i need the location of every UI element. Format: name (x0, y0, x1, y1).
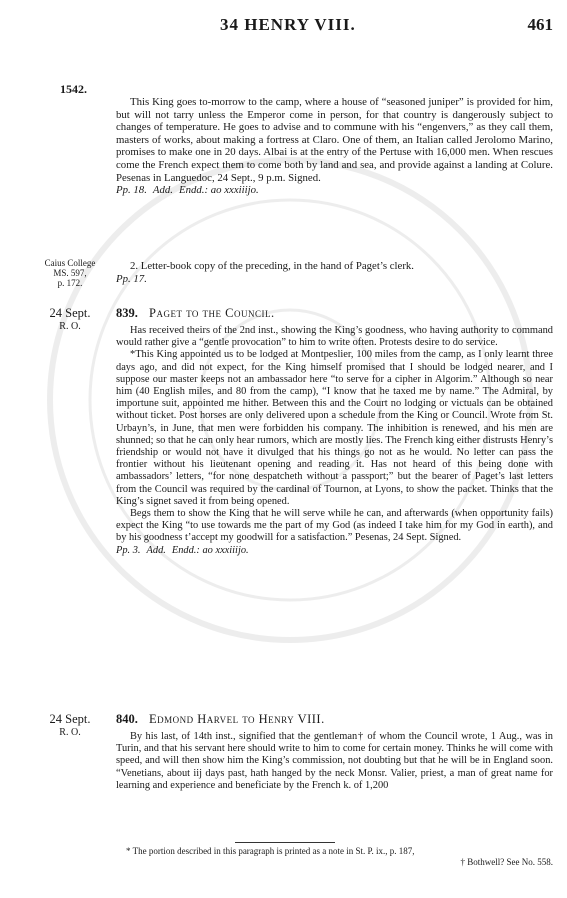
entry-839-p3: Begs them to show the King that he will serve while he can, and afterwards (when opportunity fails) expect the King “to use towards me the part of my God (as indeed I take him for my God in earth), and by his goodness t’accept my goodwill for a satisfaction.” Pesenas, 24 Sept. Signed. (116, 508, 553, 544)
running-title: 34 HENRY VIII. (220, 15, 356, 34)
continuation-endorsement: Pp. 18. Add. Endd.: ao xxxiiijo. (116, 184, 259, 197)
entry-number: 839. (116, 306, 138, 320)
entry-839-p1: Has received theirs of the 2nd inst., showing the King’s goodness, who having authority to command would rather give a “gentle provocation” to him to write often. Protests desire to do service. (116, 325, 553, 349)
footnote-rule (235, 842, 335, 843)
page-number: 461 (527, 15, 553, 34)
running-header (60, 14, 553, 36)
footnote-star: * The portion described in this paragraph is printed as a note in St. P. ix., p. 187, (126, 846, 415, 856)
caius-endorsement: Pp. 17. (116, 272, 147, 285)
entry-title: Edmond Harvel to Henry VIII. (149, 712, 325, 726)
entry-840-date: 24 Sept. R. O. (49, 712, 91, 738)
entry-839-heading (116, 306, 553, 321)
entry-840-body (116, 731, 553, 792)
block-continuation (116, 96, 553, 197)
entry-839-endorsement: Pp. 3. Add. Endd.: ao xxxiiijo. (116, 544, 249, 556)
caius-source-note: Caius College MS. 597, p. 172. (44, 258, 96, 288)
continuation-paragraph: This King goes to-morrow to the camp, where a house of “seasoned juniper” is provided for him, but will not tarry unless the Emperor come in person, for that country is dangerously subject to changes of temperature. He goes to advise and to commune with his “engenvers,” as they call them, masters of works, about making a fortress at Claro. One of them, an Italian called Jerolomo Marino, promises to make one in 20 days. Albai is at the entry of the Pertuse with 16,000 men. When rescues come the French expect them to come both by land and sea, and provide against a landing at Colure. Pesenas in Languedoc, 24 Sept., 9 p.m. Signed. (116, 96, 553, 184)
entry-title: Paget to the Council. (149, 306, 275, 320)
footnote-dagger: † Bothwell? See No. 558. (460, 857, 553, 867)
entry-840-heading (116, 712, 553, 727)
entry-839-body (116, 325, 553, 557)
footnotes (116, 846, 553, 868)
entry-839-p2: *This King appointed us to be lodged at Montpeslier, 100 miles from the camp, as I only learnt three days ago, and did not expect, for the King himself promised that I should be lodged nearer, and I suppose our master keeps not an ambassador here “to serve for a cipher in Algorim.” Although so near him (40 English miles, and 80 from the camp), “I know that he taxed me by name.” The Admiral, by importune suit, appointed me hither. Between this and the Court no lodging or victuals can be obtained without ticket. Post horses are only delivered upon a schedule from the King or Council. Wrote from St. Urbayn’s, in June, that men were forbidden his company. The inhibition is renewed, and his men are shunned; so that he can only hear rumors, which are mostly lies. The French king either distrusts Henry’s friendship or would not have it divulged that his things go not as he would. No letter can pass the frontier without his lieutenant opening and reading it. Has not heard of this being done with ambassadors’ letters, “for none despatcheth without a passport;” but the bearer of Paget’s last letters from the Council was required by the cardinal of Tournon, at Lyons, to show the packet. Thinks that the King’s signet saved it from being opened. (116, 349, 553, 507)
entry-839-date: 24 Sept. R. O. (49, 306, 91, 332)
entry-840-p1: By his last, of 14th inst., signified that the gentleman† of whom the Council wrote, 1 Aug., was in Turin, and that his servant here should write to him to come for certain money. Thinks he will come with speed, and will then show him the King’s commission, not doubting but that he will be in England soon. “Venetians, about iij days past, hath hanged by the neck Monsr. Valier, priest, a man of great name for learning and experience and beneficiate by the French k. of 1,200 (116, 731, 553, 791)
entry-number: 840. (116, 712, 138, 726)
caius-entry (116, 260, 553, 285)
year-marker: 1542. (60, 82, 87, 96)
caius-text: 2. Letter-book copy of the preceding, in the hand of Paget’s clerk. (130, 260, 415, 272)
